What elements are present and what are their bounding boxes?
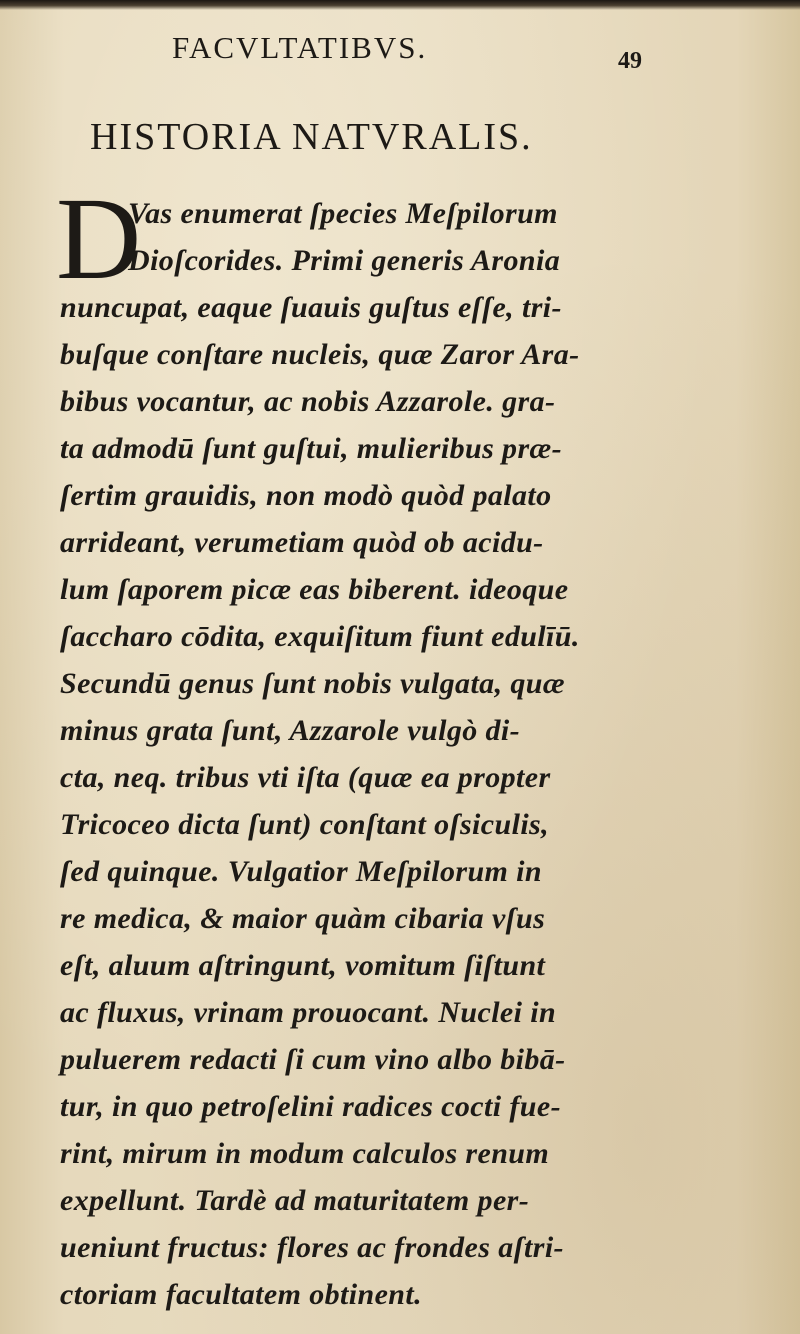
text-line: ta admodū ſunt guſtui, mulieribus præ- [60, 432, 562, 465]
page-top-edge [0, 0, 800, 10]
text-line: nuncupat, eaque ſuauis guſtus eſſe, tri- [60, 291, 562, 324]
text-line: puluerem redacti ſi cum vino albo bibā- [60, 1043, 566, 1076]
text-line: lum ſaporem picæ eas biberent. ideoque [60, 573, 569, 606]
text-line: bibus vocantur, ac nobis Azzarole. gra- [60, 385, 556, 418]
text-line: tur, in quo petroſelini radices cocti fue- [60, 1090, 561, 1123]
text-line: expellunt. Tardè ad maturitatem per- [60, 1184, 530, 1217]
page-number: 49 [618, 48, 642, 74]
text-line: ſaccharo cōdita, exquiſitum fiunt edulīū. [60, 620, 580, 653]
text-line: rint, mirum in modum calculos renum [60, 1137, 550, 1170]
running-head: FACVLTATIBVS. [172, 30, 428, 65]
text-line: re medica, & maior quàm cibaria vſus [60, 902, 546, 935]
text-line: ueniunt fructus: flores ac frondes aſtri- [60, 1231, 564, 1264]
text-line: ſertim grauidis, non modò quòd palato [60, 479, 552, 512]
text-line: ac fluxus, vrinam prouocant. Nuclei in [60, 996, 557, 1029]
text-line: Tricoceo dicta ſunt) conſtant oſsiculis, [60, 808, 550, 841]
text-line: ctoriam facultatem obtinent. [60, 1278, 423, 1311]
text-line: Dioſcorides. Primi generis Aronia [128, 244, 561, 277]
text-line: Vas enumerat ſpecies Meſpilorum [128, 197, 558, 230]
text-line: Secundū genus ſunt nobis vulgata, quæ [60, 667, 565, 700]
text-line: buſque conſtare nucleis, quæ Zaror Ara- [60, 338, 580, 371]
text-line: minus grata ſunt, Azzarole vulgò di- [60, 714, 521, 747]
text-line: arrideant, verumetiam quòd ob acidu- [60, 526, 544, 559]
text-line: cta, neq. tribus vti iſta (quæ ea propter [60, 761, 551, 794]
drop-cap: D [56, 173, 142, 304]
section-title: HISTORIA NATVRALIS. [90, 116, 533, 158]
text-line: ſed quinque. Vulgatior Meſpilorum in [60, 855, 542, 888]
text-line: eſt, aluum aſtringunt, vomitum ſiſtunt [60, 949, 546, 982]
